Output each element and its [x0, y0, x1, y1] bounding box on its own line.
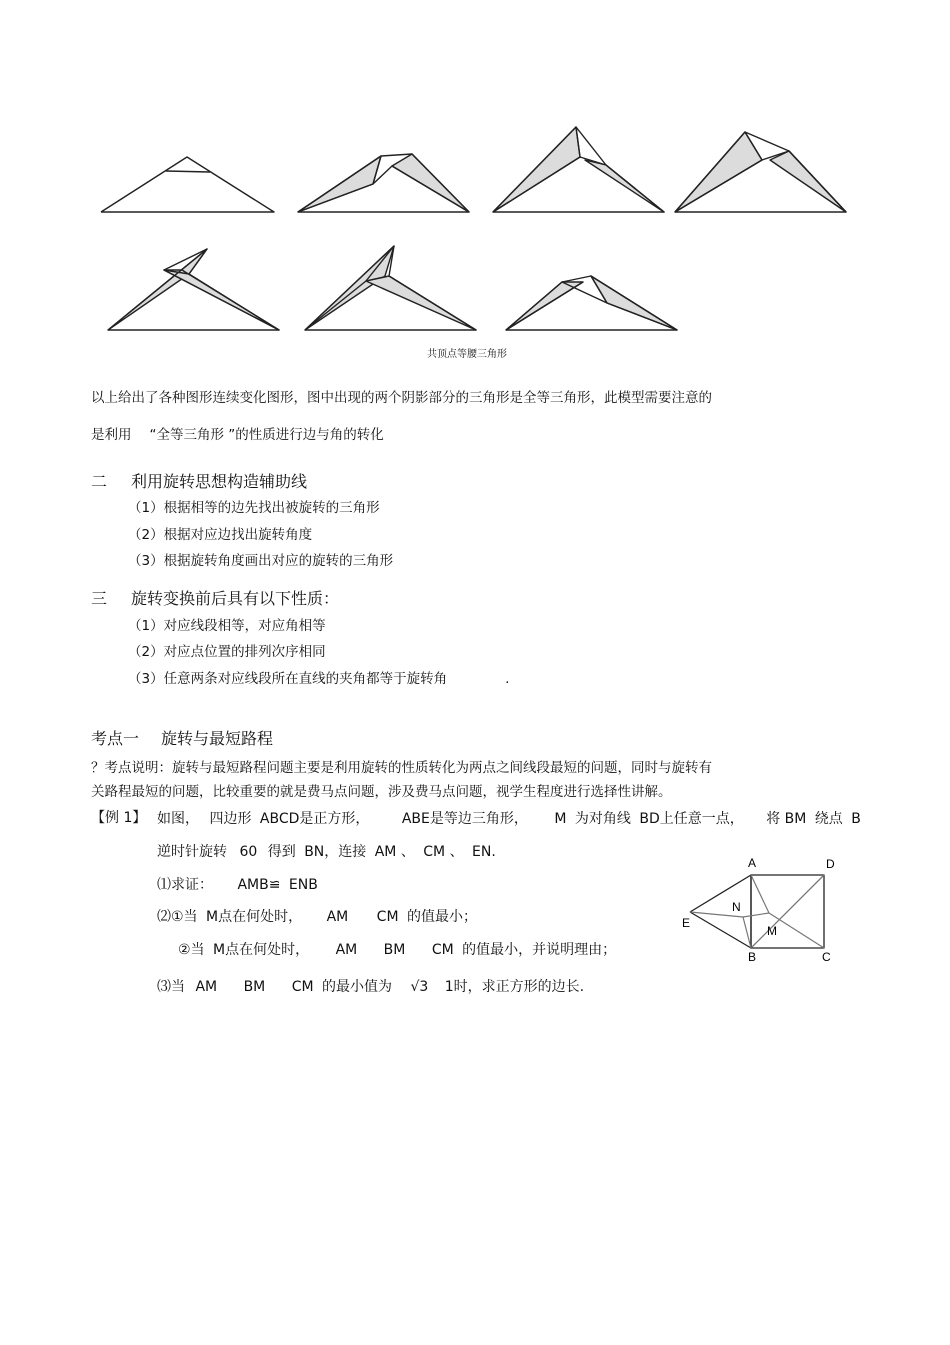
text: ABE: [401, 811, 430, 827]
section-3-title: 旋转变换前后具有以下性质：: [131, 589, 340, 608]
example-line-2: [157, 841, 496, 861]
text: 绕点: [814, 811, 843, 827]
text: ②当: [178, 942, 205, 958]
section-3-number: 三: [91, 589, 108, 608]
text: 点在何处时，: [225, 942, 310, 958]
segment-cm: [769, 913, 824, 948]
figure-2: [298, 154, 469, 212]
text: 是等边三角形，: [429, 811, 528, 827]
text: 的值最小；: [406, 909, 477, 925]
text: ⑴求证：: [157, 877, 213, 893]
figure-7: [506, 276, 677, 330]
isosceles-rotation-figures: [0, 0, 950, 345]
text: ENB: [288, 877, 318, 893]
text: M: [206, 909, 219, 925]
sqrt-3: √3: [410, 979, 429, 995]
text: 四边形: [209, 811, 252, 827]
text: CM: [291, 979, 314, 995]
text: 的值最小，并说明理由；: [462, 942, 617, 958]
diagonal-bd: [751, 875, 824, 948]
section-3-item-3-text: （3）任意两条对应线段所在直线的夹角都等于旋转角: [128, 671, 448, 687]
figure-5: [108, 249, 279, 330]
kaodian-desc-2: 关路程最短的问题，比较重要的就是费马点问题，涉及费马点问题，视学生程度进行选择性讲解。: [91, 784, 672, 800]
text: 点在何处时，: [218, 909, 303, 925]
kaodian-label: 考点一: [91, 729, 140, 748]
example-q2b: [178, 939, 616, 959]
segment-nm: [743, 913, 769, 917]
example-line-1: [157, 808, 861, 828]
example-q2a: [157, 906, 477, 926]
label-a: A: [748, 856, 757, 870]
figure-3: [493, 127, 664, 212]
intro-line-2-b: “全等三角形 ”的性质进行边与角的转化: [149, 427, 384, 443]
text: ⑵①当: [157, 909, 198, 925]
text: AM: [195, 979, 218, 995]
section-2-item-2: （2）根据对应边找出旋转角度: [128, 527, 313, 543]
text: 、: [449, 844, 464, 860]
text: ，连接: [324, 844, 367, 860]
label-n: N: [732, 900, 741, 914]
intro-line-1: 以上给出了各种图形连续变化图形，图中出现的两个阴影部分的三角形是全等三角形，此模型需要注意的: [91, 390, 712, 406]
intro-line-2-a: 是利用: [91, 427, 132, 443]
section-2-item-1: （1）根据相等的边先找出被旋转的三角形: [128, 500, 380, 516]
text: EN: [472, 844, 492, 860]
text: 如图，: [157, 811, 199, 827]
text: 、: [400, 844, 415, 860]
section-3-item-1: （1）对应线段相等，对应角相等: [128, 618, 326, 634]
label-m: M: [767, 924, 777, 938]
text: CM: [431, 942, 454, 958]
figure-1: [101, 157, 274, 212]
square-diagram: [670, 850, 850, 970]
text: BM: [383, 942, 406, 958]
kaodian-desc-1: ？考点说明：旋转与最短路程问题主要是利用旋转的性质转化为两点之间线段最短的问题，同时与旋转有: [91, 760, 712, 776]
text: ⑶当: [157, 979, 185, 995]
text: M: [213, 942, 226, 958]
section-2-title: 利用旋转思想构造辅助线: [131, 472, 308, 491]
section-3-item-3-tail: .: [505, 671, 510, 687]
text: CM: [376, 909, 399, 925]
text: 上任意一点，: [659, 811, 744, 827]
section-3-heading: [91, 586, 339, 609]
figure-6: [305, 246, 476, 330]
text: 的最小值为: [322, 979, 393, 995]
segment-am: [751, 875, 769, 913]
text: 1: [444, 979, 454, 995]
intro-line-2: [91, 423, 384, 443]
section-2-item-3: （3）根据旋转角度画出对应的旋转的三角形: [128, 553, 394, 569]
text: .: [491, 844, 496, 860]
text: AM: [326, 909, 349, 925]
text: 得到: [267, 844, 296, 860]
example-q1: [157, 874, 318, 894]
text: CM: [423, 844, 446, 860]
text: BM: [784, 811, 807, 827]
text: M: [554, 811, 567, 827]
text: B: [851, 811, 861, 827]
section-3-item-3: [128, 667, 509, 687]
section-2-heading: [91, 469, 307, 492]
triangle-abe: [690, 875, 751, 948]
text: AM: [374, 844, 397, 860]
section-2-number: 二: [91, 472, 108, 491]
text: 将: [766, 811, 781, 827]
example-tag: 【例 1】: [91, 810, 147, 826]
text: BN: [304, 844, 325, 860]
section-3-item-2: （2）对应点位置的排列次序相同: [128, 644, 326, 660]
label-b: B: [748, 950, 757, 964]
text: BM: [243, 979, 266, 995]
text: AM: [335, 942, 358, 958]
text: AMB≌: [237, 877, 281, 893]
text: BD: [639, 811, 660, 827]
label-d: D: [826, 857, 835, 871]
figure-4: [675, 132, 846, 212]
kaodian-title: 旋转与最短路程: [161, 729, 274, 748]
figure-caption: 共顶点等腰三角形: [427, 349, 507, 360]
text: ABCD: [259, 811, 300, 827]
example-q3: [157, 976, 584, 996]
text: 为对角线: [574, 811, 631, 827]
kaodian-heading: [91, 726, 273, 749]
label-e: E: [682, 916, 691, 930]
text: 时，求正方形的边长.: [453, 979, 585, 995]
label-c: C: [822, 950, 831, 964]
text: 是正方形，: [299, 811, 370, 827]
text: 逆时针旋转: [157, 844, 227, 860]
text: 60: [239, 844, 258, 860]
